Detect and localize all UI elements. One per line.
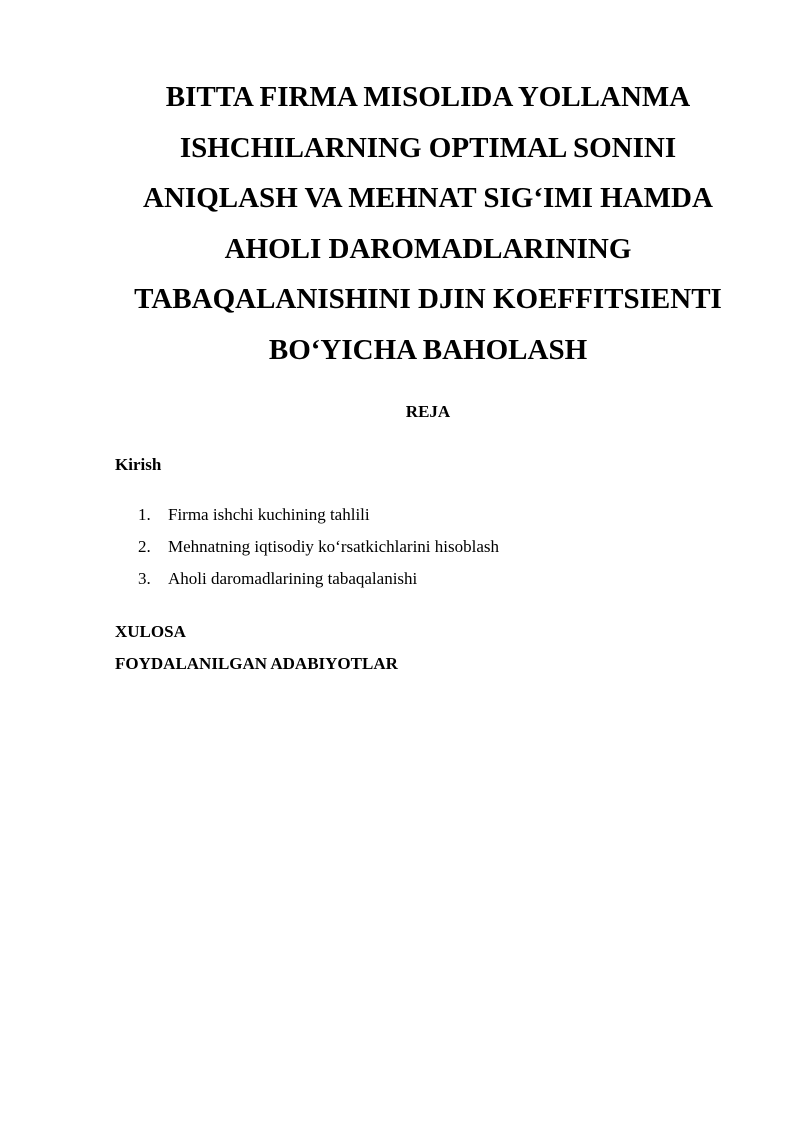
plan-item-number: 3. — [138, 569, 151, 588]
plan-item-number: 1. — [138, 505, 151, 524]
conclusion-heading: XULOSA — [115, 622, 186, 641]
references-heading: FOYDALANILGAN ADABIYOTLAR — [115, 654, 398, 673]
intro-heading: Kirish — [115, 455, 162, 474]
document-title: BITTA FIRMA MISOLIDA YOLLANMA ISHCHILARNING OPTIMAL SONINI ANIQLASH VA MEHNAT SIG‘IMI HAMDA AHOLI DAROMADLARINING TABAQALANISHINI DJIN KOEFFITSIENTI BO‘YICHA BAHOLASH — [134, 81, 722, 366]
plan-item-text: Firma ishchi kuchining tahlili — [168, 505, 370, 524]
plan-item-text: Mehnatning iqtisodiy ko‘rsatkichlarini hisoblash — [168, 537, 499, 556]
plan-item-text: Aholi daromadlarining tabaqalanishi — [168, 569, 418, 588]
plan-item-number: 2. — [138, 537, 151, 556]
plan-heading: REJA — [405, 402, 451, 421]
